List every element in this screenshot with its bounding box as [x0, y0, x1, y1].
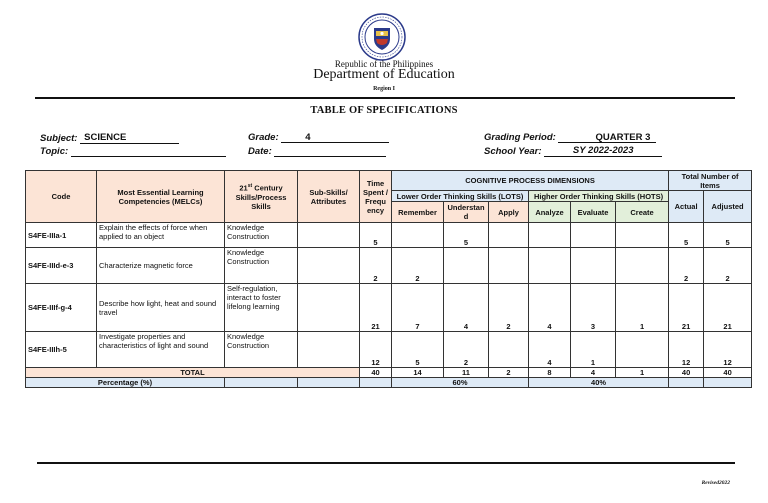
percentage-row: [26, 378, 752, 388]
row-apply: 2: [489, 284, 529, 332]
row-remember: [392, 223, 444, 248]
header-actual: Actual: [669, 191, 704, 223]
header-divider: [35, 97, 735, 99]
row-actual: 2: [669, 248, 704, 284]
row-evaluate: 3: [571, 284, 616, 332]
header-create: Create: [616, 202, 669, 223]
header-21st-century-skills: 21st Century Skills/Process Skills: [225, 171, 298, 223]
row-skills: Knowledge Construction: [225, 248, 298, 284]
row-subskills: [298, 223, 360, 248]
footer-divider: [37, 462, 735, 464]
header-analyze: Analyze: [529, 202, 571, 223]
total-label: TOTAL: [26, 368, 360, 378]
table-row: [26, 223, 752, 248]
row-adjusted: 2: [704, 248, 752, 284]
row-create: [616, 248, 669, 284]
table-row: [26, 284, 752, 332]
grading-period-value: QUARTER 3: [558, 132, 656, 143]
header-apply: Apply: [489, 202, 529, 223]
header-time-spent: Time Spent / Frequ ency: [360, 171, 392, 223]
row-melc: Describe how light, heat and sound travel: [97, 284, 225, 332]
deped-seal-icon: [358, 13, 406, 61]
row-remember: 2: [392, 248, 444, 284]
specifications-table: [25, 170, 752, 388]
row-remember: 7: [392, 284, 444, 332]
subject-label: Subject:: [40, 133, 78, 144]
row-code: S4FE-IIId-e-3: [26, 248, 97, 284]
row-create: [616, 223, 669, 248]
header-cognitive-dimensions: COGNITIVE PROCESS DIMENSIONS: [392, 171, 669, 191]
school-year-label: School Year:: [484, 146, 542, 157]
header-subskills: Sub-Skills/ Attributes: [298, 171, 360, 223]
percentage-blank: [298, 378, 360, 388]
header-code: Code: [26, 171, 97, 223]
header-adjusted: Adjusted: [704, 191, 752, 223]
percentage-blank: [669, 378, 704, 388]
header-hots: Higher Order Thinking Skills (HOTS): [529, 191, 669, 202]
school-year-field: [484, 145, 662, 157]
header-evaluate: Evaluate: [571, 202, 616, 223]
row-apply: [489, 332, 529, 368]
row-understand: 2: [444, 332, 489, 368]
row-understand: 5: [444, 223, 489, 248]
date-label: Date:: [248, 146, 272, 157]
percentage-blank: [225, 378, 298, 388]
row-create: [616, 332, 669, 368]
row-remember: 5: [392, 332, 444, 368]
percentage-label: Percentage (%): [26, 378, 225, 388]
row-adjusted: 12: [704, 332, 752, 368]
grade-label: Grade:: [248, 132, 279, 143]
row-adjusted: 5: [704, 223, 752, 248]
row-code: S4FE-IIIa-1: [26, 223, 97, 248]
row-analyze: [529, 223, 571, 248]
row-understand: [444, 248, 489, 284]
row-analyze: 4: [529, 284, 571, 332]
total-remember: 14: [392, 368, 444, 378]
region-line: Region I: [373, 86, 395, 92]
grading-period-label: Grading Period:: [484, 132, 556, 143]
row-apply: [489, 223, 529, 248]
row-melc: Explain the effects of force when applied to an object: [97, 223, 225, 248]
date-field: [248, 145, 386, 157]
row-time: 5: [360, 223, 392, 248]
subject-value: SCIENCE: [80, 132, 179, 144]
row-skills: Knowledge Construction: [225, 223, 298, 248]
total-adjusted: 40: [704, 368, 752, 378]
row-analyze: 4: [529, 332, 571, 368]
row-time: 21: [360, 284, 392, 332]
topic-label: Topic:: [40, 146, 69, 157]
row-understand: 4: [444, 284, 489, 332]
percentage-blank: [360, 378, 392, 388]
grade-value: 4: [281, 132, 389, 143]
date-value: [274, 145, 386, 157]
header-melc: Most Essential Learning Competencies (MELCs): [97, 171, 225, 223]
document-title: TABLE OF SPECIFICATIONS: [310, 105, 458, 116]
total-understand: 11: [444, 368, 489, 378]
row-subskills: [298, 248, 360, 284]
total-evaluate: 4: [571, 368, 616, 378]
topic-field: [40, 145, 226, 157]
row-subskills: [298, 284, 360, 332]
row-melc: Characterize magnetic force: [97, 248, 225, 284]
row-code: S4FE-IIIh-5: [26, 332, 97, 368]
row-actual: 12: [669, 332, 704, 368]
revised-note: Revised2022: [701, 480, 730, 486]
percentage-blank: [704, 378, 752, 388]
row-analyze: [529, 248, 571, 284]
header-lots: Lower Order Thinking Skills (LOTS): [392, 191, 529, 202]
table-row: [26, 248, 752, 284]
school-year-value: SY 2022-2023: [544, 145, 662, 157]
total-actual: 40: [669, 368, 704, 378]
grading-period-field: [484, 132, 656, 143]
row-evaluate: 1: [571, 332, 616, 368]
row-melc: Investigate properties and characteristics of light and sound: [97, 332, 225, 368]
total-create: 1: [616, 368, 669, 378]
row-evaluate: [571, 248, 616, 284]
row-skills: Knowledge Construction: [225, 332, 298, 368]
row-actual: 5: [669, 223, 704, 248]
table-row: [26, 332, 752, 368]
row-code: S4FE-IIIf-g-4: [26, 284, 97, 332]
row-subskills: [298, 332, 360, 368]
row-actual: 21: [669, 284, 704, 332]
grade-field: [248, 132, 389, 143]
header-remember: Remember: [392, 202, 444, 223]
row-time: 12: [360, 332, 392, 368]
row-create: 1: [616, 284, 669, 332]
row-apply: [489, 248, 529, 284]
header-total-items: Total Number of Items: [669, 171, 752, 191]
topic-value: [71, 145, 226, 157]
total-time: 40: [360, 368, 392, 378]
republic-line: Republic of the Philippines: [334, 59, 434, 69]
row-adjusted: 21: [704, 284, 752, 332]
total-row: [26, 368, 752, 378]
row-time: 2: [360, 248, 392, 284]
total-apply: 2: [489, 368, 529, 378]
department-name: Department of Education: [313, 67, 455, 82]
percentage-hots: 40%: [529, 378, 669, 388]
percentage-lots: 60%: [392, 378, 529, 388]
header-understand: Understan d: [444, 202, 489, 223]
row-skills: Self-regulation, interact to foster lifelong learning: [225, 284, 298, 332]
total-analyze: 8: [529, 368, 571, 378]
row-evaluate: [571, 223, 616, 248]
subject-field: [40, 132, 179, 144]
